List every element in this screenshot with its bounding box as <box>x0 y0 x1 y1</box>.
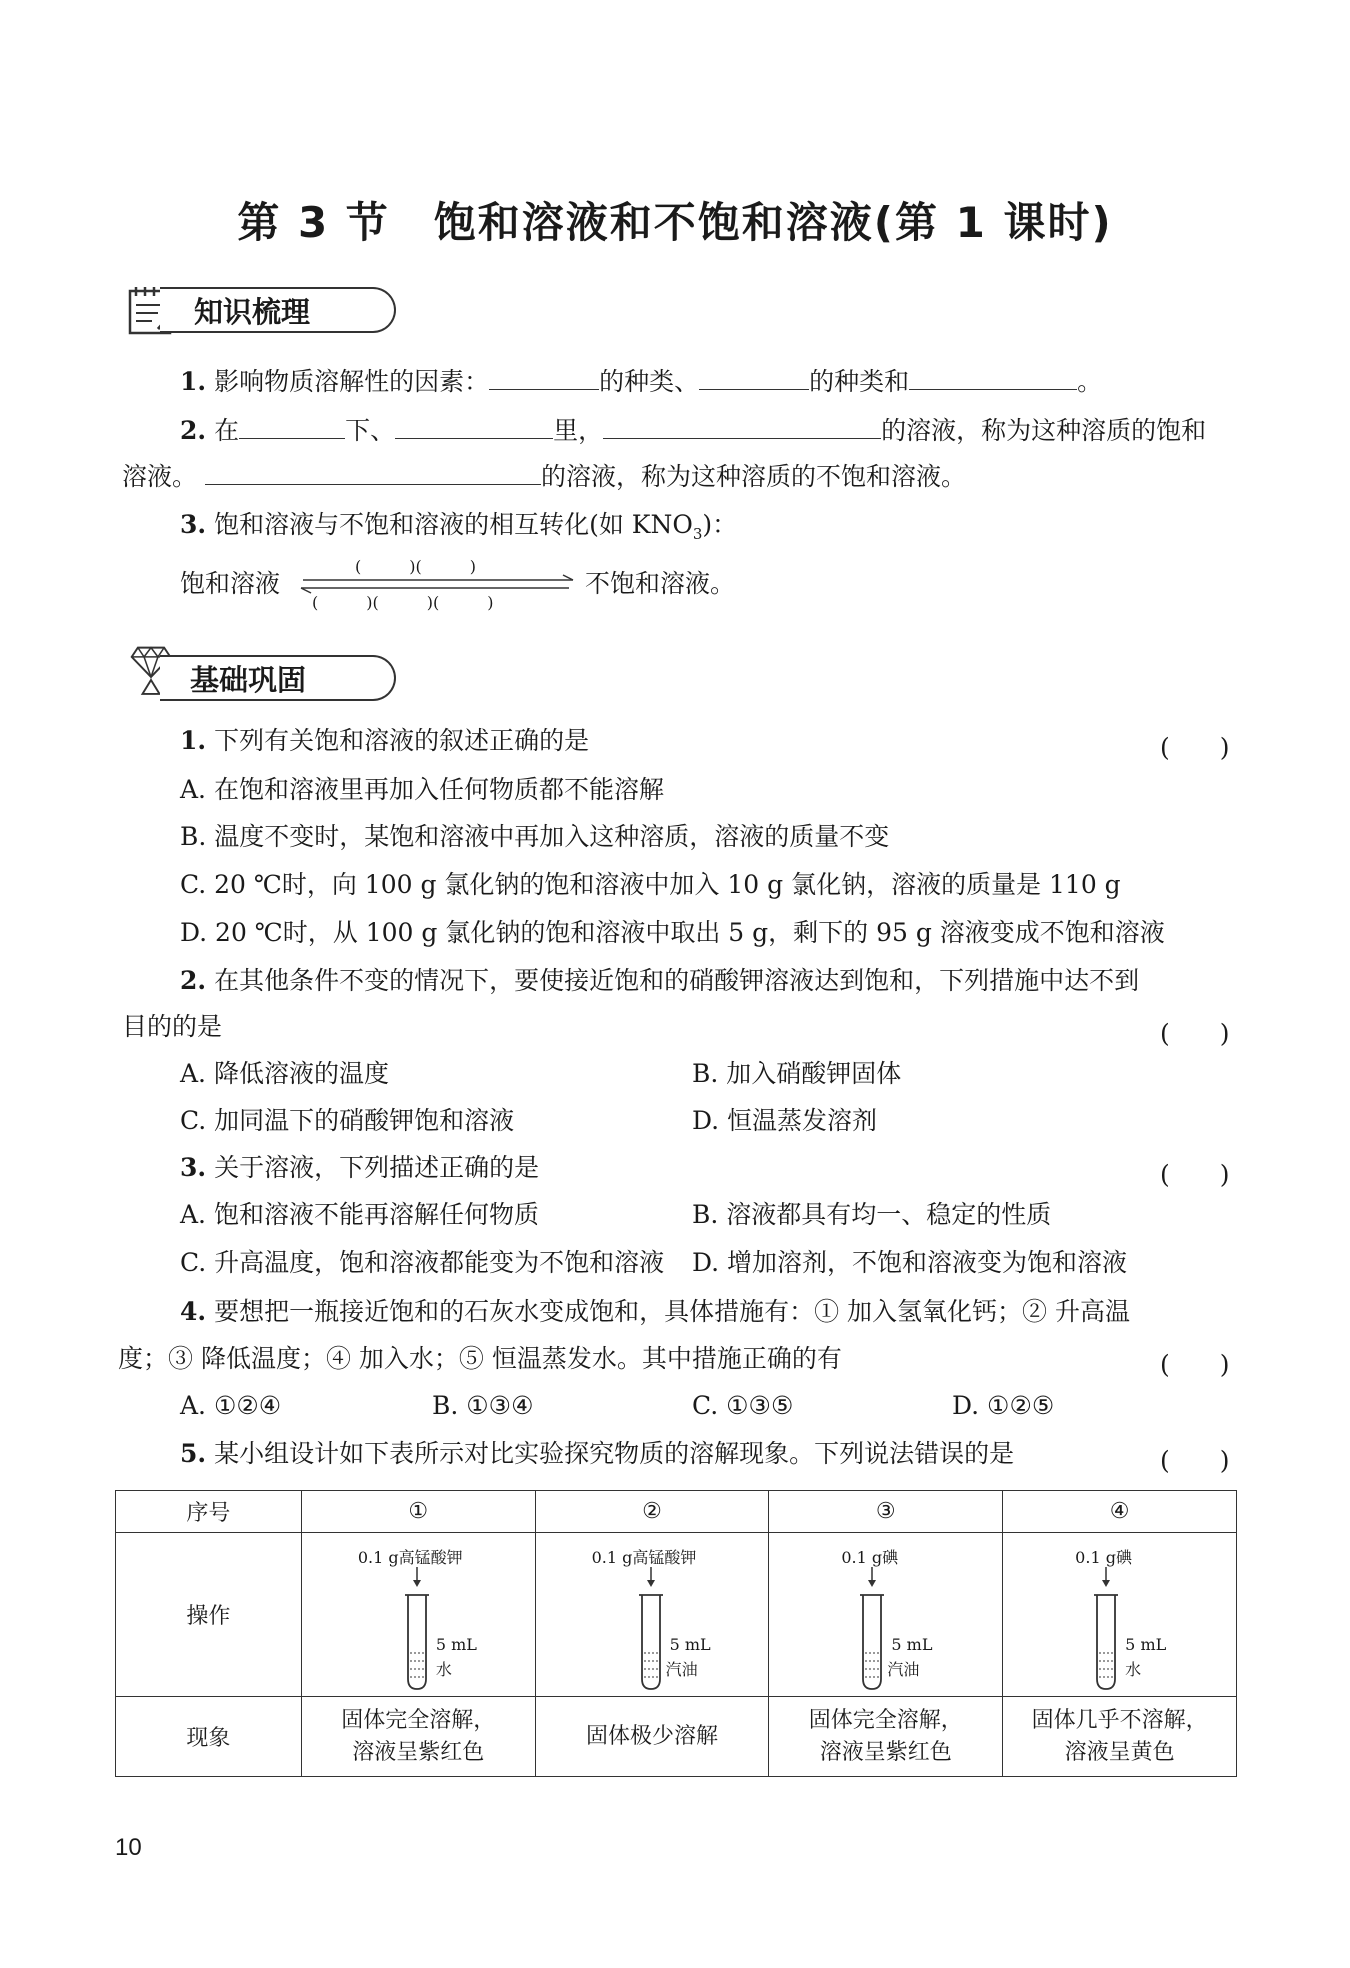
volume-label: 5 mL <box>1125 1634 1167 1654</box>
review-q3: 3. 饱和溶液与不饱和溶液的相互转化(如 $KNO_3$)： <box>180 510 738 543</box>
column-id: ④ <box>1003 1491 1237 1533</box>
section-review-title: 知识梳理 <box>160 287 396 333</box>
solute-label: 0.1 g高锰酸钾 <box>591 1547 697 1567</box>
operation-cell <box>1003 1533 1237 1697</box>
solvent-label: 汽油 <box>887 1659 920 1679</box>
volume-label: 5 mL <box>435 1634 477 1654</box>
page-number: 10 <box>115 1834 142 1861</box>
column-id: ③ <box>769 1491 1003 1533</box>
basic-q1-option-b[interactable]: B. 温度不变时，某饱和溶液中再加入这种溶质，溶液的质量不变 <box>180 822 890 851</box>
solute-label: 0.1 g碘 <box>1075 1547 1132 1567</box>
basic-q2-stem-cont: 目的的是 <box>122 1012 223 1041</box>
conversion-top-parens: ( )( ) <box>355 557 476 576</box>
observation-cell: 固体完全溶解， 溶液呈紫红色 <box>301 1697 535 1777</box>
table-row-operation <box>116 1533 1237 1697</box>
basic-q2-option-a[interactable]: A. 降低溶液的温度 <box>180 1059 389 1088</box>
basic-q3-stem: 3. 关于溶液，下列描述正确的是 <box>180 1153 540 1182</box>
column-id: ② <box>535 1491 769 1533</box>
observation-cell: 固体极少溶解 <box>535 1697 769 1777</box>
basic-q1-option-c[interactable]: C. 20 ℃时，向 100 g 氯化钠的饱和溶液中加入 10 g 氯化钠，溶液的质量是 110 g <box>180 870 1121 899</box>
volume-label: 5 mL <box>669 1634 711 1654</box>
test-tube-icon <box>636 1567 666 1691</box>
observation-cell: 固体完全溶解， 溶液呈紫红色 <box>769 1697 1003 1777</box>
observation-cell: 固体几乎不溶解， 溶液呈黄色 <box>1003 1697 1237 1777</box>
operation-cell <box>769 1533 1003 1697</box>
section-basic-title: 基础巩固 <box>160 655 396 701</box>
solvent-label: 水 <box>1125 1659 1142 1679</box>
solute-label: 0.1 g碘 <box>841 1547 899 1567</box>
basic-q1-stem: 1. 下列有关饱和溶液的叙述正确的是 <box>180 726 590 755</box>
basic-q4-option-a[interactable]: A. ①②④ <box>180 1391 282 1420</box>
basic-q3-option-a[interactable]: A. 饱和溶液不能再溶解任何物质 <box>180 1200 539 1229</box>
review-q2-line2: 溶液。 的溶液，称为这种溶质的不饱和溶液。 <box>122 462 967 491</box>
basic-q2-stem: 2. 在其他条件不变的情况下，要使接近饱和的硝酸钾溶液达到饱和，下列措施中达不到 <box>180 966 1140 995</box>
solute-label: 0.1 g高锰酸钾 <box>357 1547 463 1567</box>
answer-paren[interactable]: ( ) <box>1160 1446 1230 1475</box>
basic-q3-option-c[interactable]: C. 升高温度，饱和溶液都能变为不饱和溶液 <box>180 1248 665 1277</box>
basic-q4-option-c[interactable]: C. ①③⑤ <box>692 1391 794 1420</box>
solvent-label: 汽油 <box>665 1659 698 1679</box>
test-tube-icon <box>402 1567 432 1691</box>
page-title: 第 3 节 饱和溶液和不饱和溶液(第 1 课时) <box>237 198 1113 247</box>
basic-q3-option-d[interactable]: D. 增加溶剂，不饱和溶液变为饱和溶液 <box>692 1248 1128 1277</box>
answer-paren[interactable]: ( ) <box>1160 1019 1230 1048</box>
basic-q4-stem-cont: 度；③ 降低温度；④ 加入水；⑤ 恒温蒸发水。其中措施正确的有 <box>118 1344 842 1373</box>
basic-q2-option-c[interactable]: C. 加同温下的硝酸钾饱和溶液 <box>180 1106 515 1135</box>
answer-blank[interactable] <box>909 365 1077 390</box>
basic-q2-option-b[interactable]: B. 加入硝酸钾固体 <box>692 1059 902 1088</box>
operation-cell <box>301 1533 535 1697</box>
row-label: 操作 <box>116 1533 302 1697</box>
review-q2-line1: 2. 在 下、 里， 的溶液，称为这种溶质的饱和 <box>180 416 1207 445</box>
column-id: ① <box>301 1491 535 1533</box>
solvent-label: 水 <box>435 1659 452 1679</box>
row-label: 序号 <box>116 1491 302 1533</box>
basic-q1-option-a[interactable]: A. 在饱和溶液里再加入任何物质都不能溶解 <box>180 775 664 804</box>
answer-paren[interactable]: ( ) <box>1160 733 1230 762</box>
conversion-bottom-parens: ( )( )( ) <box>312 593 494 612</box>
answer-blank[interactable] <box>205 460 541 485</box>
basic-q3-option-b[interactable]: B. 溶液都具有均一、稳定的性质 <box>692 1200 1052 1229</box>
answer-blank[interactable] <box>603 414 881 439</box>
conversion-right-label: 不饱和溶液。 <box>585 569 736 598</box>
answer-paren[interactable]: ( ) <box>1160 1160 1230 1189</box>
test-tube-icon <box>1091 1567 1121 1691</box>
answer-blank[interactable] <box>699 365 809 390</box>
volume-label: 5 mL <box>891 1634 933 1654</box>
review-q1: 1. 影响物质溶解性的因素： 的种类、 的种类和 。 <box>180 367 1103 396</box>
answer-blank[interactable] <box>395 414 553 439</box>
basic-q4-option-d[interactable]: D. ①②⑤ <box>952 1391 1055 1420</box>
basic-q4-stem: 4. 要想把一瓶接近饱和的石灰水变成饱和，具体措施有：① 加入氢氧化钙；② 升高温 <box>180 1297 1130 1326</box>
answer-paren[interactable]: ( ) <box>1160 1350 1230 1379</box>
basic-q1-option-d[interactable]: D. 20 ℃时，从 100 g 氯化钠的饱和溶液中取出 5 g，剩下的 95 g 溶液变成不饱和溶液 <box>180 918 1165 947</box>
test-tube-icon <box>857 1567 887 1691</box>
table-row-observation <box>116 1697 1237 1777</box>
basic-q2-option-d[interactable]: D. 恒温蒸发溶剂 <box>692 1106 878 1135</box>
basic-q5-stem: 5. 某小组设计如下表所示对比实验探究物质的溶解现象。下列说法错误的是 <box>180 1439 1015 1468</box>
operation-cell <box>535 1533 769 1697</box>
conversion-left-label: 饱和溶液 <box>180 569 281 598</box>
table-row-id <box>116 1491 1237 1533</box>
experiment-table <box>115 1490 1237 1777</box>
answer-blank[interactable] <box>239 414 345 439</box>
basic-q4-option-b[interactable]: B. ①③④ <box>432 1391 534 1420</box>
row-label: 现象 <box>116 1697 302 1777</box>
answer-blank[interactable] <box>489 365 599 390</box>
